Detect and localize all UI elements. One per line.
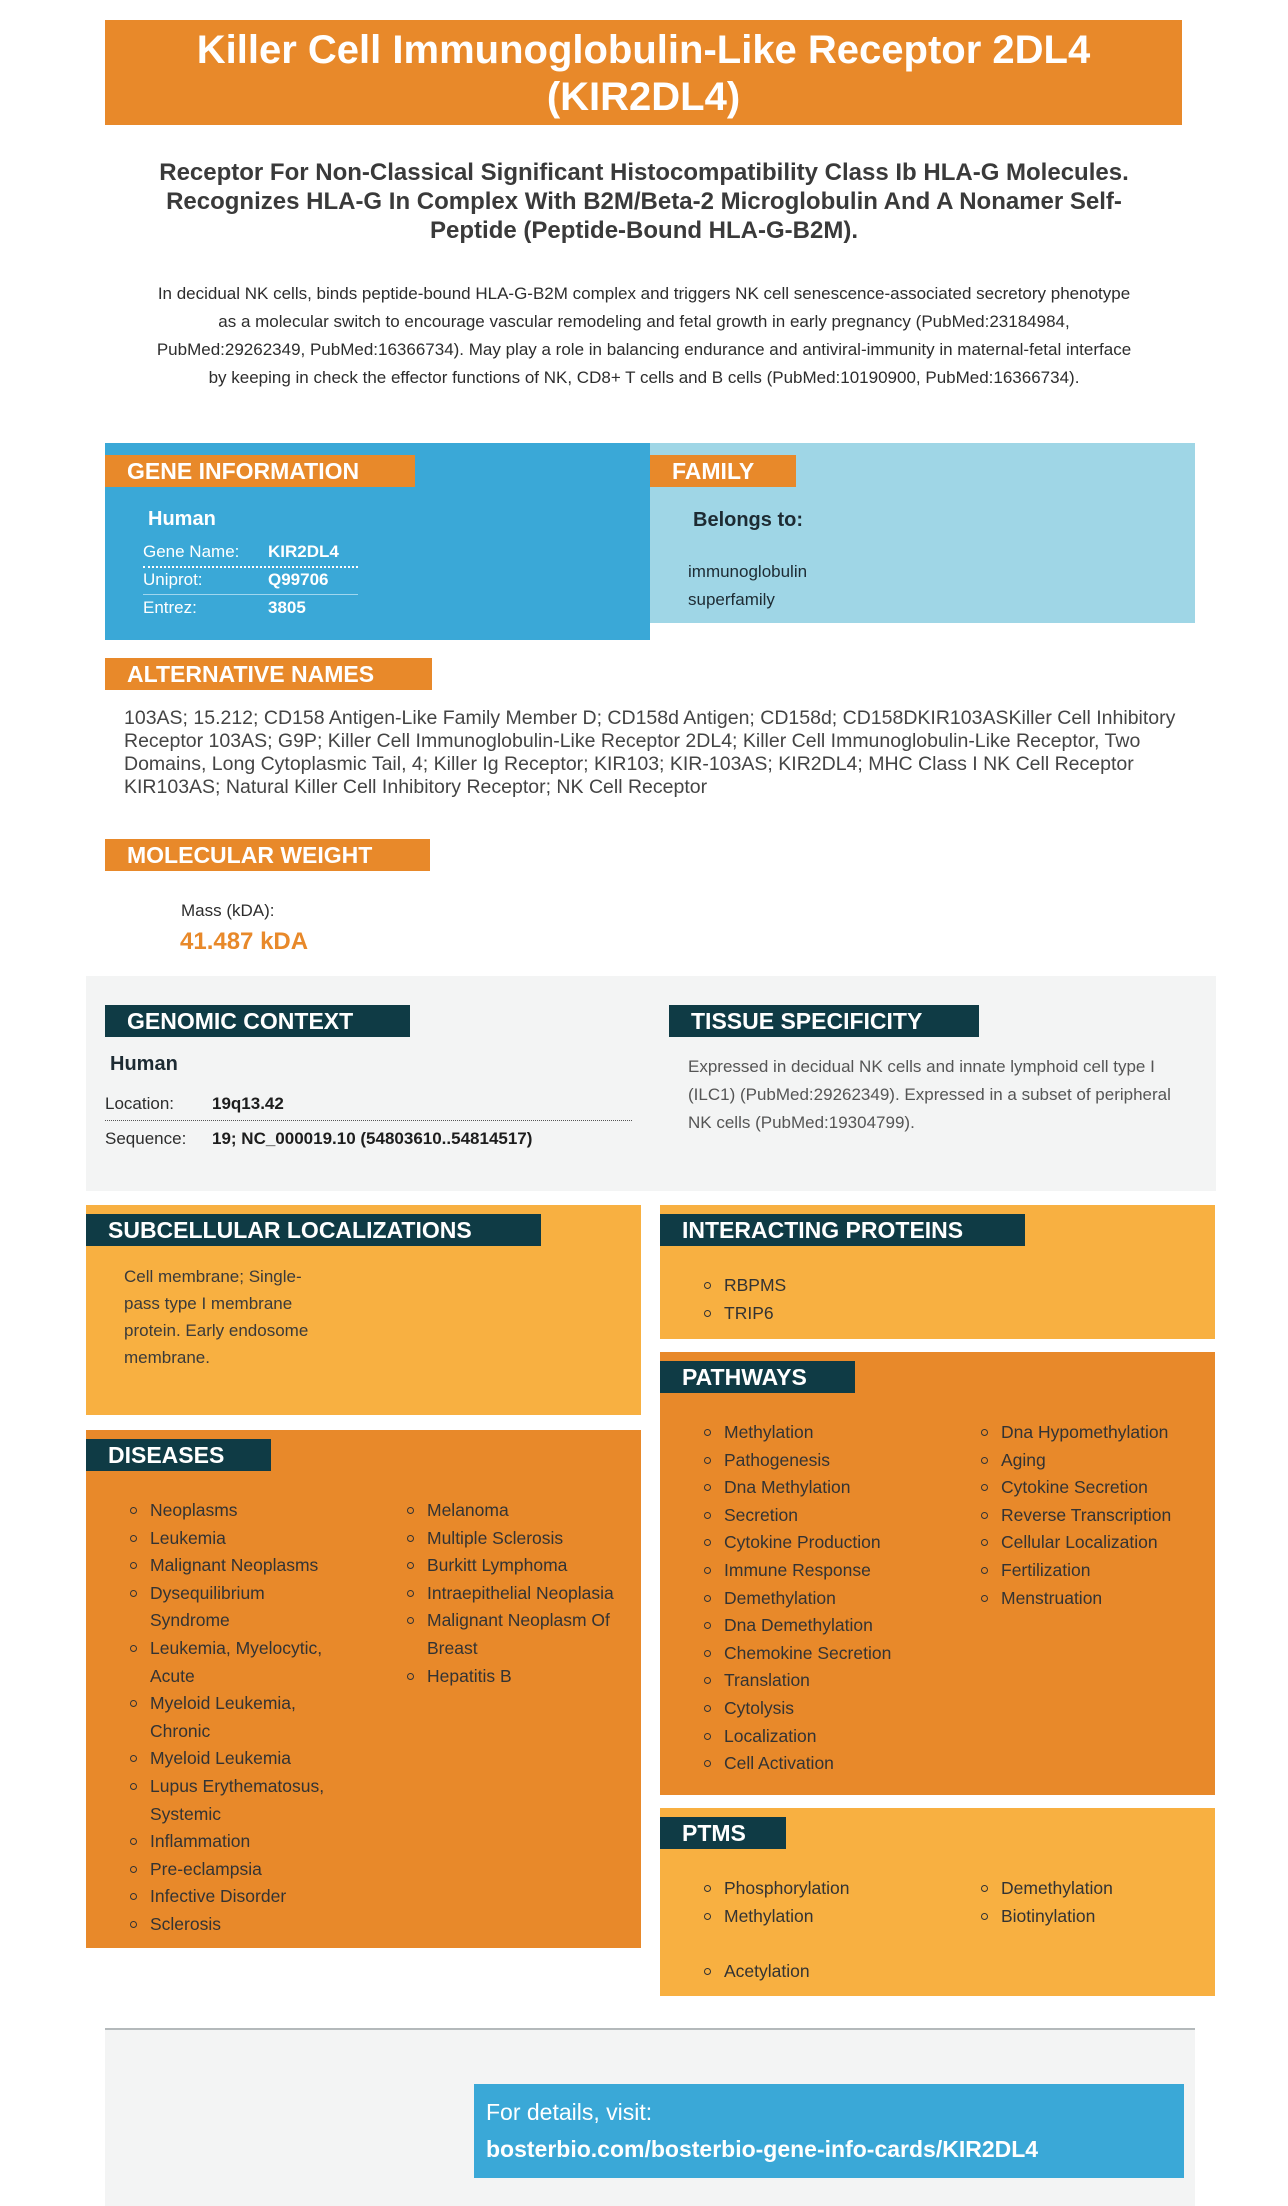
list-item: Biotinylation (981, 1903, 1211, 1931)
list-item: Burkitt Lymphoma (407, 1552, 622, 1580)
list-item: TRIP6 (704, 1300, 786, 1328)
list-item: Hepatitis B (407, 1663, 622, 1691)
genomic-species: Human (110, 1053, 178, 1075)
list-item: Cellular Localization (981, 1529, 1211, 1557)
alternative-names-text: 103AS; 15.212; CD158 Antigen-Like Family Member D; CD158d Antigen; CD158d; CD158DKIR103ASKiller Cell Inhibitory Receptor 103AS; G9P; Killer Cell Immunoglobulin-Like Receptor 2DL4; Killer Cell Immunoglobulin-Like Receptor, Two Domains, Long Cytoplasmic Tail, 4; Killer Ig Receptor; KIR103; KIR-103AS; KIR2DL4; MHC Class I NK Cell Receptor KIR103AS; Natural Killer Cell Inhibitory Receptor; NK Cell Receptor (124, 707, 1176, 798)
list-item: Dysequilibrium Syndrome (130, 1580, 340, 1635)
location-value: 19q13.42 (212, 1094, 284, 1113)
diseases-heading: DISEASES (86, 1439, 271, 1471)
sequence-row (105, 1122, 632, 1155)
list-item: Methylation (704, 1903, 934, 1931)
list-item: Pathogenesis (704, 1447, 954, 1475)
page-subtitle: Receptor For Non-Classical Significant Histocompatibility Class Ib HLA-G Molecules. Recognizes HLA-G In Complex With B2M/Beta-2 Microglobulin And A Nonamer Self-Peptide (Peptide-Bound HLA-G-B2M). (159, 159, 1129, 244)
list-item: Myeloid Leukemia, Chronic (130, 1690, 340, 1745)
sequence-value: 19; NC_000019.10 (54803610..54814517) (212, 1129, 533, 1148)
list-item: Inflammation (130, 1828, 340, 1856)
list-item: Cytolysis (704, 1695, 954, 1723)
gene-name-label: Gene Name: (143, 542, 240, 561)
list-item: Myeloid Leukemia (130, 1745, 340, 1773)
list-item: Malignant Neoplasm Of Breast (407, 1607, 622, 1662)
belongs-to-label: Belongs to: (693, 509, 803, 531)
list-item: Neoplasms (130, 1497, 340, 1525)
list-item: RBPMS (704, 1272, 786, 1300)
list-item: Demethylation (704, 1585, 954, 1613)
interacting-proteins-list (704, 1272, 786, 1327)
list-item: Infective Disorder (130, 1883, 340, 1911)
list-item: Translation (704, 1667, 954, 1695)
entrez-label: Entrez: (143, 598, 197, 617)
list-item: Leukemia (130, 1525, 340, 1553)
list-item: Dna Hypomethylation (981, 1419, 1211, 1447)
gene-name-row (143, 538, 358, 568)
list-item: Demethylation (981, 1875, 1211, 1903)
list-item: Reverse Transcription (981, 1502, 1211, 1530)
interacting-proteins-heading: INTERACTING PROTEINS (660, 1214, 1025, 1246)
ptms-heading: PTMS (660, 1817, 786, 1849)
uniprot-row (143, 566, 358, 595)
details-url-link[interactable]: bosterbio.com/bosterbio-gene-info-cards/KIR2DL4 (486, 2136, 1039, 2162)
list-item: Fertilization (981, 1557, 1211, 1585)
list-item: Secretion (704, 1502, 954, 1530)
sequence-label: Sequence: (105, 1129, 187, 1148)
gene-information-heading: GENE INFORMATION (105, 455, 415, 487)
gene-name-value: KIR2DL4 (268, 542, 339, 561)
list-item: Aging (981, 1447, 1211, 1475)
list-item: Chemokine Secretion (704, 1640, 954, 1668)
ptms-list-col1 (704, 1875, 934, 1930)
diseases-list-col1 (130, 1497, 340, 1939)
list-item: Menstruation (981, 1585, 1211, 1613)
family-value: immunoglobulin superfamily (688, 562, 808, 609)
list-item: Dna Demethylation (704, 1612, 954, 1640)
list-item: Acetylation (704, 1958, 934, 1986)
details-label: For details, visit: (486, 2099, 653, 2125)
list-item: Phosphorylation (704, 1875, 934, 1903)
page-title: Killer Cell Immunoglobulin-Like Receptor 2DL4 (KIR2DL4) (105, 20, 1182, 125)
entrez-row (143, 594, 358, 622)
ptms-list-col2 (981, 1875, 1211, 1930)
location-label: Location: (105, 1094, 174, 1113)
gene-species: Human (148, 508, 216, 530)
list-item: Immune Response (704, 1557, 954, 1585)
tissue-specificity-heading: TISSUE SPECIFICITY (669, 1005, 979, 1037)
diseases-list-col2 (407, 1497, 622, 1690)
list-item: Pre-eclampsia (130, 1856, 340, 1884)
list-item: Lupus Erythematosus, Systemic (130, 1773, 340, 1828)
ptms-list-extra (704, 1958, 934, 1986)
list-item: Intraepithelial Neoplasia (407, 1580, 622, 1608)
subcellular-heading: SUBCELLULAR LOCALIZATIONS (86, 1214, 541, 1246)
genomic-context-heading: GENOMIC CONTEXT (105, 1005, 410, 1037)
list-item: Cytokine Secretion (981, 1474, 1211, 1502)
mass-label: Mass (kDA): (181, 901, 275, 920)
pathways-list-col2 (981, 1419, 1211, 1612)
list-item: Cell Activation (704, 1750, 954, 1778)
mass-value: 41.487 kDA (180, 928, 309, 955)
list-item: Sclerosis (130, 1911, 340, 1939)
details-link-box[interactable] (474, 2084, 1184, 2178)
alternative-names-heading: ALTERNATIVE NAMES (105, 658, 432, 690)
list-item: Cytokine Production (704, 1529, 954, 1557)
uniprot-label: Uniprot: (143, 570, 203, 589)
list-item: Localization (704, 1723, 954, 1751)
molecular-weight-heading: MOLECULAR WEIGHT (105, 839, 430, 871)
tissue-specificity-text: Expressed in decidual NK cells and innate lymphoid cell type I (ILC1) (PubMed:29262349). Expressed in a subset of peripheral NK cells (PubMed:19304799). (688, 1057, 1171, 1132)
uniprot-value: Q99706 (268, 570, 329, 589)
gene-description: In decidual NK cells, binds peptide-bound HLA-G-B2M complex and triggers NK cell senescence-associated secretory phenotype as a molecular switch to encourage vascular remodeling and fetal growth in early pregnancy (PubMed:23184984, PubMed:29262349, PubMed:16366734). May play a role in balancing endurance and antiviral-immunity in maternal-fetal interface by keeping in check the effector functions of NK, CD8+ T cells and B cells (PubMed:10190900, PubMed:16366734). (156, 284, 1132, 387)
location-row (105, 1087, 632, 1121)
list-item: Methylation (704, 1419, 954, 1447)
list-item: Multiple Sclerosis (407, 1525, 622, 1553)
subcellular-text: Cell membrane; Single-pass type I membrane protein. Early endosome membrane. (124, 1267, 309, 1367)
pathways-list-col1 (704, 1419, 954, 1778)
list-item: Leukemia, Myelocytic, Acute (130, 1635, 340, 1690)
list-item: Malignant Neoplasms (130, 1552, 340, 1580)
pathways-heading: PATHWAYS (660, 1361, 855, 1393)
list-item: Dna Methylation (704, 1474, 954, 1502)
family-heading: FAMILY (650, 455, 796, 487)
list-item: Melanoma (407, 1497, 622, 1525)
entrez-value: 3805 (268, 598, 306, 617)
